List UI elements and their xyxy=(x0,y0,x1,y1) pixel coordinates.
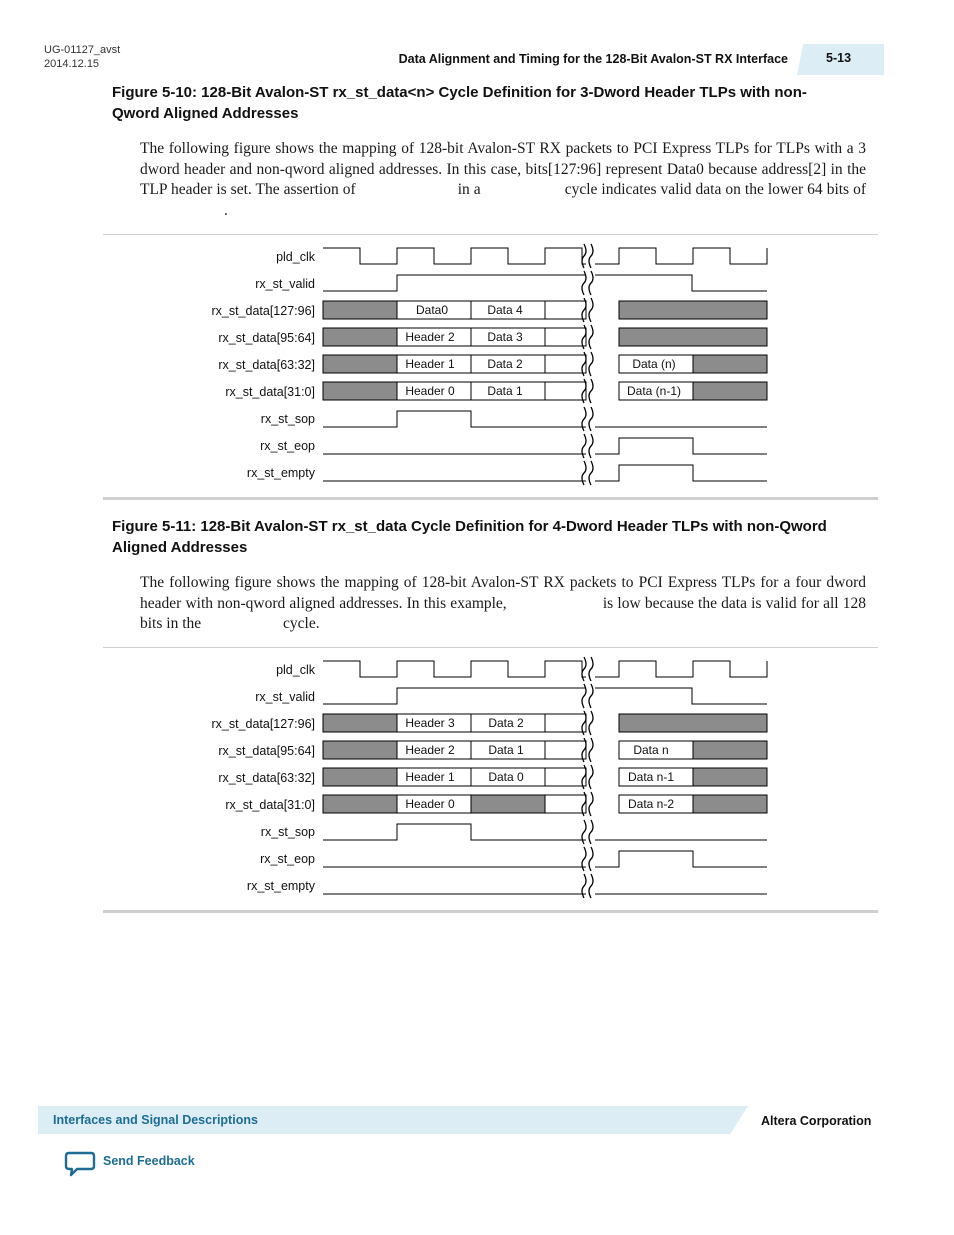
signal-label: rx_st_eop xyxy=(260,852,315,866)
doc-id: UG-01127_avst xyxy=(44,44,121,56)
data-label: Header 2 xyxy=(405,330,455,344)
para-text: The following figure shows the mapping of 128-bit Avalon-ST RX packets to PCI Express TLPs for TLPs with a 3 dword header and non-qword aligned addresses. In this case, bits[127:96] represent Data0 because address[2] in the TLP header is set. The assertion of xyxy=(140,140,866,198)
empty-waveform xyxy=(323,465,767,481)
eop-waveform xyxy=(323,438,767,454)
clock-waveform xyxy=(323,248,767,264)
sop-waveform xyxy=(323,824,767,840)
signal-label: rx_st_eop xyxy=(260,439,315,453)
timing-diagram-5-10 xyxy=(190,240,780,490)
data-label: Data 3 xyxy=(487,330,523,344)
signal-label: pld_clk xyxy=(276,663,315,677)
signal-label: rx_st_data[95:64] xyxy=(218,744,315,758)
data-label: Header 0 xyxy=(405,384,455,398)
signal-label: pld_clk xyxy=(276,250,315,264)
signal-label: rx_st_valid xyxy=(255,690,315,704)
signal-label: rx_st_empty xyxy=(246,879,315,893)
time-break-marks xyxy=(582,657,593,898)
signal-label: rx_st_valid xyxy=(255,277,315,291)
signal-label: rx_st_data[95:64] xyxy=(218,331,315,345)
figure-divider xyxy=(103,647,878,648)
figure-divider xyxy=(103,234,878,235)
data-label: Header 1 xyxy=(405,357,455,371)
data-label: Data (n) xyxy=(632,357,676,371)
data-label: Data n xyxy=(633,743,669,757)
para-text: . xyxy=(224,201,228,219)
valid-waveform xyxy=(323,275,767,291)
signal-label: rx_st_sop xyxy=(260,825,315,839)
time-break-marks xyxy=(582,244,593,485)
clock-waveform xyxy=(323,661,767,677)
footer-section-link[interactable]: Interfaces and Signal Descriptions xyxy=(53,1113,258,1127)
signal-label: rx_st_empty xyxy=(246,466,315,480)
data-label: Header 0 xyxy=(405,797,455,811)
data-label: Data 0 xyxy=(488,770,524,784)
speech-bubble-icon[interactable] xyxy=(64,1150,96,1178)
timing-diagram-5-11 xyxy=(190,653,780,903)
footer-company: Altera Corporation xyxy=(761,1114,872,1128)
para-text: The following figure shows the mapping of 128-bit Avalon-ST RX packets to PCI Express TLPs for a four dword header with non-qword aligned addresses. In this example, xyxy=(140,574,866,612)
figure-5-11-title: Figure 5-11: 128-Bit Avalon-ST rx_st_data Cycle Definition for 4-Dword Header TLPs with non-Qword Aligned Addresses xyxy=(112,518,827,556)
page-number: 5-13 xyxy=(826,51,852,65)
running-header-title: Data Alignment and Timing for the 128-Bit Avalon-ST RX Interface xyxy=(398,52,788,66)
signal-label: rx_st_sop xyxy=(260,412,315,426)
data-label: Data 1 xyxy=(488,743,524,757)
data-label: Data 2 xyxy=(488,716,524,730)
signal-label: rx_st_data[127:96] xyxy=(211,717,315,731)
signal-label: rx_st_data[63:32] xyxy=(218,771,315,785)
data-label: Data0 xyxy=(415,303,449,317)
data-label: Data n-1 xyxy=(627,770,675,784)
signal-label: rx_st_data[63:32] xyxy=(218,358,315,372)
figure-end-rule xyxy=(103,497,878,500)
signal-label: rx_st_data[127:96] xyxy=(211,304,315,318)
data-label: Data n-2 xyxy=(627,797,675,811)
sop-waveform xyxy=(323,411,767,427)
signal-label: rx_st_data[31:0] xyxy=(225,385,315,399)
data-label: Header 3 xyxy=(405,716,455,730)
figure-end-rule xyxy=(103,910,878,913)
doc-meta xyxy=(44,43,120,71)
doc-date: 2014.12.15 xyxy=(44,58,100,70)
data-label: Data 1 xyxy=(487,384,523,398)
signal-label: rx_st_data[31:0] xyxy=(225,798,315,812)
data-label: Data 2 xyxy=(487,357,523,371)
figure-5-10-description xyxy=(140,139,866,221)
data-label: Header 2 xyxy=(405,743,455,757)
data-label: Data 4 xyxy=(487,303,523,317)
eop-waveform xyxy=(323,851,767,867)
figure-5-11-description xyxy=(140,573,866,635)
para-text: cycle. xyxy=(283,615,320,632)
valid-waveform xyxy=(323,688,767,704)
para-text: in a xyxy=(457,181,481,198)
data-label: Data (n-1) xyxy=(626,384,682,398)
para-text: cycle indicates valid data on the lower 64 bits of xyxy=(564,181,867,198)
data-label: Header 1 xyxy=(405,770,455,784)
figure-5-10-title: Figure 5-10: 128-Bit Avalon-ST rx_st_data<n> Cycle Definition for 3-Dword Header TLPs with non-Qword Aligned Addresses xyxy=(112,84,807,122)
send-feedback-link[interactable]: Send Feedback xyxy=(103,1154,195,1168)
para-text: is low because the data is valid for all 128 bits in the xyxy=(140,594,867,632)
